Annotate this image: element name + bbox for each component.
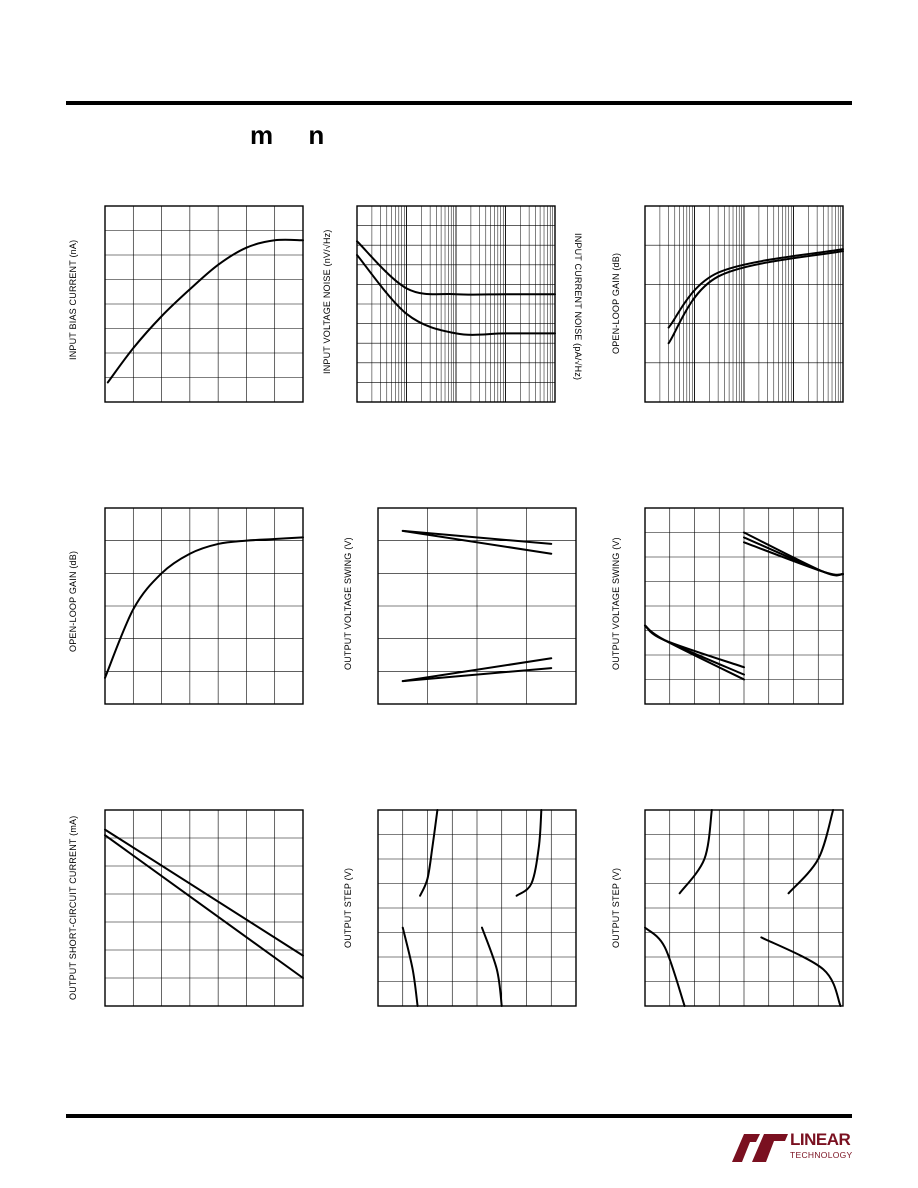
chart-svg bbox=[105, 206, 303, 402]
top-rule bbox=[66, 101, 852, 105]
series-line-1 bbox=[108, 240, 303, 383]
ylabel-short-circuit: OUTPUT SHORT-CIRCUIT CURRENT (mA) bbox=[68, 815, 78, 1000]
section-glyphs: m n bbox=[250, 120, 339, 150]
chart-svg bbox=[645, 508, 843, 704]
plot-bias-current bbox=[105, 206, 303, 402]
series-line-1 bbox=[680, 810, 712, 893]
series-line-4 bbox=[482, 928, 502, 1006]
ylabel-settling-2: OUTPUT STEP (V) bbox=[611, 867, 621, 948]
series-line-1 bbox=[105, 830, 303, 956]
plot-short-circuit bbox=[105, 810, 303, 1006]
chart-svg bbox=[378, 810, 576, 1006]
series-line-1 bbox=[105, 537, 303, 677]
ylabel-current-noise: INPUT CURRENT NOISE (pA/√Hz) bbox=[573, 233, 583, 381]
ylabel-output-swing-1: OUTPUT VOLTAGE SWING (V) bbox=[343, 537, 353, 670]
plot-open-loop-gain-freq bbox=[645, 206, 843, 402]
series-line-1 bbox=[420, 810, 437, 896]
chart-svg bbox=[105, 508, 303, 704]
chart-svg bbox=[645, 206, 843, 402]
logo-wordmark: LINEAR bbox=[790, 1130, 851, 1149]
plot-frame bbox=[105, 810, 303, 1006]
plot-open-loop-gain bbox=[105, 508, 303, 704]
plot-output-swing-1 bbox=[378, 508, 576, 704]
plot-output-swing-2 bbox=[645, 508, 843, 704]
logo-subtext: TECHNOLOGY bbox=[790, 1150, 853, 1160]
series-line-4 bbox=[761, 937, 840, 1006]
ylabel-open-loop-gain: OPEN-LOOP GAIN (dB) bbox=[68, 550, 78, 652]
bottom-rule bbox=[66, 1114, 852, 1118]
chart-svg bbox=[357, 206, 555, 402]
plot-settling-2 bbox=[645, 810, 843, 1006]
series-line-2 bbox=[789, 810, 834, 893]
ylabel-bias-current: INPUT BIAS CURRENT (nA) bbox=[68, 239, 78, 360]
ylabel-voltage-noise: INPUT VOLTAGE NOISE (nV/√Hz) bbox=[322, 229, 332, 374]
ylabel-settling-1: OUTPUT STEP (V) bbox=[343, 867, 353, 948]
chart-svg bbox=[378, 508, 576, 704]
series-line-2 bbox=[105, 835, 303, 978]
ylabel-open-loop-gain-freq: OPEN-LOOP GAIN (dB) bbox=[611, 252, 621, 354]
chart-svg bbox=[105, 810, 303, 1006]
chart-svg bbox=[645, 810, 843, 1006]
series-line-2 bbox=[517, 810, 542, 896]
series-line-3 bbox=[403, 928, 418, 1006]
plot-voltage-noise bbox=[357, 206, 555, 402]
ylabel-output-swing-2: OUTPUT VOLTAGE SWING (V) bbox=[611, 537, 621, 670]
plot-settling-1 bbox=[378, 810, 576, 1006]
series-line-3 bbox=[645, 928, 685, 1006]
